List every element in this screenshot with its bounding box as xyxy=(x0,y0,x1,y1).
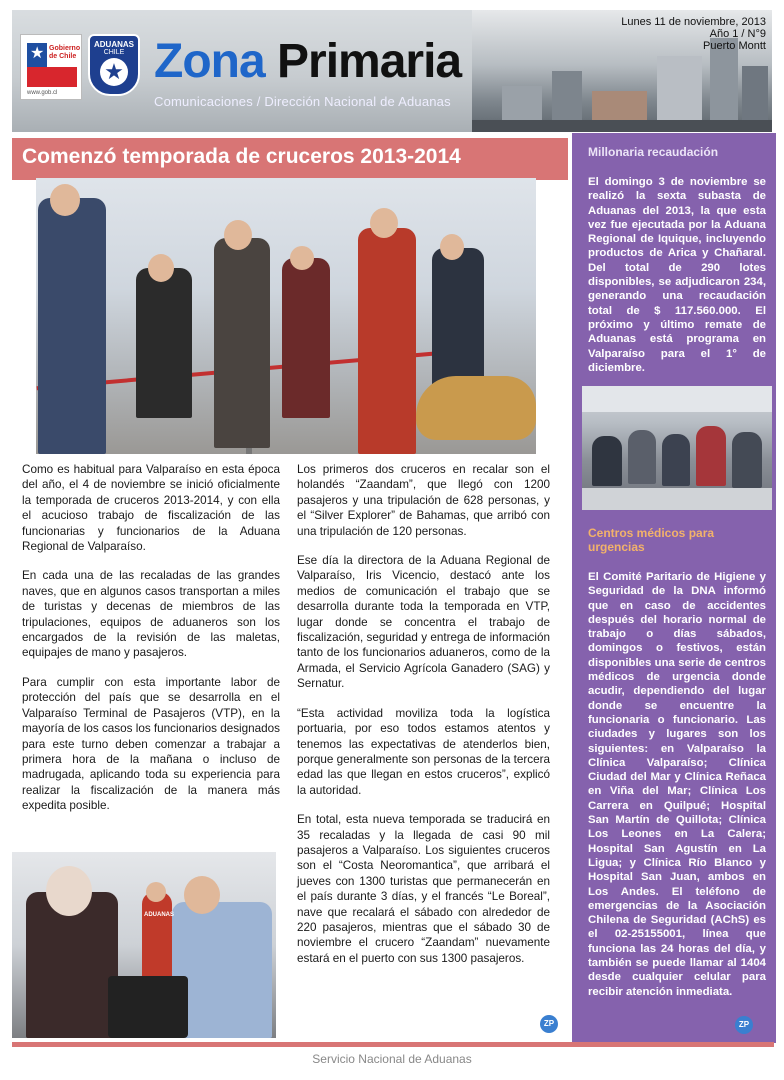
article-paragraph: Ese día la directora de la Aduana Regional de Valparaíso, Iris Vicencio, destacó ante los medios de comunicación el trabajo que se desarrolla durante toda la temporada en VTP, lugar donde se concentra el trabajo de fiscalización, seguridad y entrega de información tanto de los funcionarios aduaneros, como de la Armada, el Servicio Agrícola Ganadero (SAG) y Sernatur. xyxy=(297,554,550,691)
article-column-2 xyxy=(297,462,550,980)
masthead xyxy=(12,10,772,132)
sidebar-text-centros-medicos: El Comité Paritario de Higiene y Seguridad de la DNA informó que en caso de accidentes después del horario normal de trabajo o días sábados, domingos o festivos, están disponibles una serie de centros médicos de urgencia donde acudir, dependiendo del lugar donde se encuentre la funcionaria o funcionario. Las ciudades y lugares son los siguientes: en Valparaíso la Clínica Valparaíso; Clínica Ciudad del Mar y Clínica Reñaca en Viña del Mar; Clínica Los Carrera en Quilpué; Hospital San Martín de Quillota; Clínica Los Leones en La Calera; Hospital San Agustín en La Ligua; y Clínica Río Blanco y Hospital San Juan, ambos en Los Andes. El teléfono de emergencias de la Asociación Chilena de Seguridad (AChS) es el 02-25155001, línea que funciona las 24 horas del día, y también se puede llamar al 1404 desde cualquier celular para recibir atención inmediata. xyxy=(588,571,766,998)
issue-info xyxy=(621,16,766,52)
sidebar-heading-centros-medicos: Centros médicos para urgencias xyxy=(588,526,715,554)
article-title-bar xyxy=(12,138,568,180)
article-paragraph: Los primeros dos cruceros en recalar son el holandés “Zaandam”, que llegó con 1200 pasajeros y una tripulación de 628 personas, y el “Silver Explorer” de Bahamas, que arribó con una tripulación de 120 personas. xyxy=(297,463,550,538)
aduanas-logo-text: ADUANAS xyxy=(94,40,134,49)
article-paragraph: Para cumplir con esta importante labor de protección del país que se desarrolla en el Valparaíso Terminal de Pasajeros (VTP), en la mayoría de los casos los funcionarios designados para este turno deben comenzar a trabajar a primera hora de la mañana o incluso de madrugada, aplicando toda su experiencia para realizar la fiscalización de la manera más expedita posible. xyxy=(22,675,280,813)
title-primaria: Primaria xyxy=(277,35,462,88)
article-column-1 xyxy=(22,462,280,828)
star-icon: ★ xyxy=(100,58,128,86)
footer-text: Servicio Nacional de Aduanas xyxy=(312,1052,472,1066)
sidebar-text-recaudacion: El domingo 3 de noviembre se realizó la sexta subasta de Aduanas del 2013, la que esta vez fue ejecutada por la Aduana Regional de Iquique, incluyendo productos de Arica y Chañaral. Del total de 290 lotes disponibles, se adjudicaron 234, generando una recaudación total de $ 117.560.000. El próximo y último remate de Aduanas está programa en Valparaíso para el 1° de diciembre. xyxy=(588,176,766,374)
article-paragraph: “Esta actividad moviliza toda la logística portuaria, por eso todos estamos atentos y tenemos las expectativas de atenderlos bien, porque generalmente son personas de la tercera edad las que llegan en estos cruceros”, explicó la autoridad. xyxy=(297,706,550,797)
zp-end-badge: ZP xyxy=(540,1015,558,1033)
gobierno-logo-text: Gobierno de Chile xyxy=(49,45,81,60)
article-paragraph: Como es habitual para Valparaíso en esta época del año, el 4 de noviembre se inició oficialmente la temporada de cruceros 2013-2014, y con ella el acucioso trabajo de fiscalización de las funcionarias y funcionarios de la Aduana Regional de Valparaíso. xyxy=(22,463,280,554)
gobierno-de-chile-logo: ★ Gobierno de Chile www.gob.cl xyxy=(20,34,82,100)
article-paragraph: En total, esta nueva temporada se traducirá en 35 recaladas y la llegada de casi 90 mil pasajeros a Valparaíso. Los siguientes cruceros son el “Costa Neoromantica”, que arribará el jueves con 1300 turistas que permanecerán en el país durante 3 días, y el francés “Le Boreal”, nave que recalará el sábado con alrededor de 220 pasajeros, mientras que el sábado 30 de noviembre el crucero “Zaandam” nuevamente estará en el puerto con sus 1300 pasajeros. xyxy=(297,813,550,965)
article-paragraph: En cada una de las recaladas de las grandes naves, que en algunos casos transportan a miles de turistas y decenas de miembros de las tripulaciones, equipos de aduaneros son los encargados de la revisión de las maletas, equipajes de mano y pasajeros. xyxy=(22,569,280,660)
issue-location: Puerto Montt xyxy=(703,40,766,52)
footer-rule xyxy=(12,1042,774,1047)
gobierno-logo-url: www.gob.cl xyxy=(27,90,58,96)
aduanas-chile-logo xyxy=(88,34,140,96)
newsletter-title xyxy=(154,36,461,88)
vest-label: ADUANAS xyxy=(144,912,174,918)
auction-hall-photo xyxy=(582,386,772,510)
sidebar xyxy=(572,133,776,1043)
sidebar-heading-recaudacion: Millonaria recaudación xyxy=(588,145,719,159)
aduanas-logo-country: CHILE xyxy=(103,49,125,56)
article-title: Comenzó temporada de cruceros 2013-2014 xyxy=(22,145,461,168)
zp-sidebar-badge: ZP xyxy=(735,1016,753,1034)
baggage-inspection-photo xyxy=(12,852,276,1038)
terminal-passengers-photo xyxy=(36,178,536,454)
issue-date: Lunes 11 de noviembre, 2013 xyxy=(621,16,766,28)
newsletter-subtitle: Comunicaciones / Dirección Nacional de Aduanas xyxy=(154,94,451,109)
title-zona: Zona xyxy=(154,35,265,88)
issue-number: Año 1 / N°9 xyxy=(709,28,766,40)
